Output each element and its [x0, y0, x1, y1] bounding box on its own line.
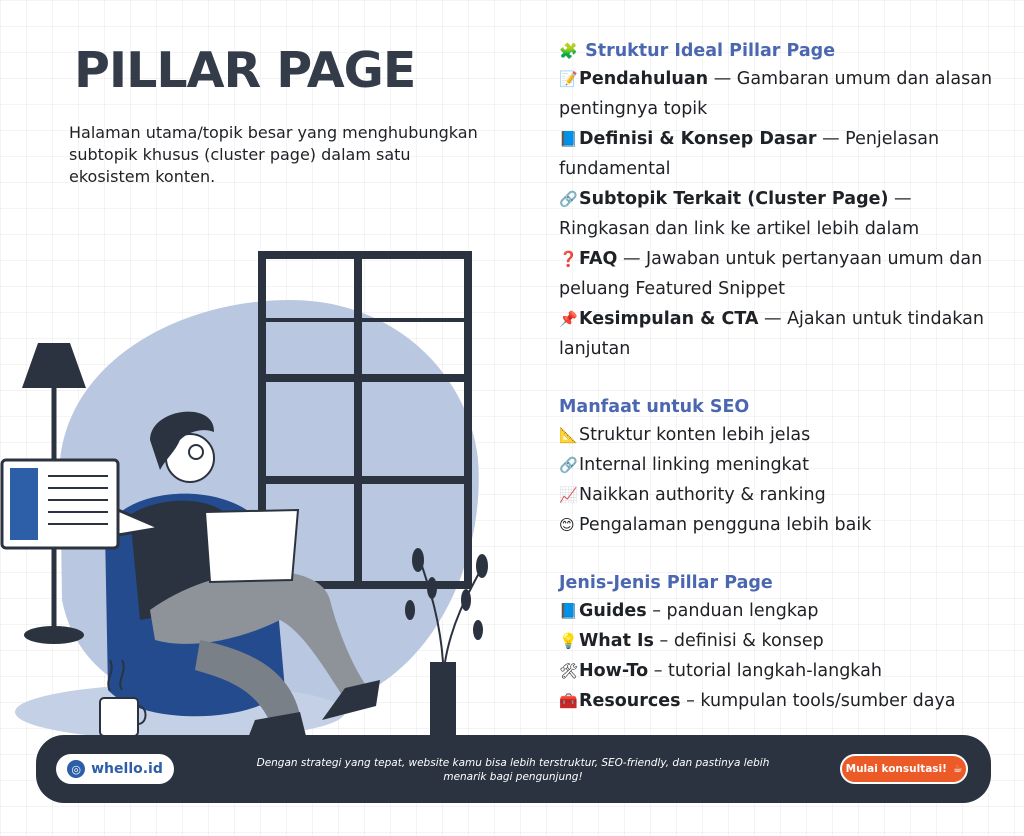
book-icon: 📘: [559, 130, 578, 148]
memo-icon: 📝: [559, 70, 578, 88]
link-icon: 🔗: [559, 456, 578, 474]
question-icon: ❓: [559, 250, 578, 268]
toolbox-icon: 🧰: [559, 692, 578, 710]
list-item: 📘Definisi & Konsep Dasar — Penjelasan fundamental: [559, 124, 999, 184]
types-list: [559, 596, 999, 716]
list-item: 🔗Internal linking meningkat: [559, 450, 999, 480]
list-item: ❓FAQ — Jawaban untuk pertanyaan umum dan peluang Featured Snippet: [559, 244, 999, 304]
list-item: 📌Kesimpulan & CTA — Ajakan untuk tindakan lanjutan: [559, 304, 999, 364]
structure-list: [559, 64, 999, 364]
ruler-icon: 📐: [559, 426, 578, 444]
list-item: 💡What Is – definisi & konsep: [559, 626, 999, 656]
workspace-illustration: [0, 230, 520, 750]
list-item: 📈Naikkan authority & ranking: [559, 480, 999, 510]
types-heading: Jenis-Jenis Pillar Page: [559, 573, 773, 593]
benefits-list: [559, 420, 999, 540]
list-item: 🧰Resources – kumpulan tools/sumber daya: [559, 686, 999, 716]
footer-message: Dengan strategi yang tepat, website kamu bisa lebih terstruktur, SEO-friendly, dan pastinya lebih menarik bagi pengunjung!: [256, 757, 770, 783]
footer-bar: [36, 735, 991, 803]
link-icon: 🔗: [559, 190, 578, 208]
list-item: 📘Guides – panduan lengkap: [559, 596, 999, 626]
consult-button[interactable]: [840, 754, 968, 784]
globe-icon: ◎: [67, 760, 85, 778]
list-item: 🔗Subtopik Terkait (Cluster Page) — Ringkasan dan link ke artikel lebih dalam: [559, 184, 999, 244]
page-title: PILLAR PAGE: [74, 42, 416, 99]
consult-button-label: Mulai konsultasi!: [845, 763, 947, 775]
book-icon: 📘: [559, 602, 578, 620]
benefits-heading: Manfaat untuk SEO: [559, 397, 750, 417]
intro-text: Halaman utama/topik besar yang menghubungkan subtopik khusus (cluster page) dalam satu ekosistem konten.: [69, 123, 478, 186]
tools-icon: 🛠: [559, 662, 579, 680]
logo-link[interactable]: [56, 754, 174, 784]
list-item: 📐Struktur konten lebih jelas: [559, 420, 999, 450]
list-item: 🛠How-To – tutorial langkah-langkah: [559, 656, 999, 686]
content-panel: [559, 38, 999, 716]
smile-icon: 😊: [559, 516, 575, 534]
logo-text: whello.id: [91, 761, 163, 777]
chart-icon: 📈: [559, 486, 578, 504]
coffee-icon: ☕: [952, 763, 963, 775]
list-item: 😊 Pengalaman pengguna lebih baik: [559, 510, 999, 540]
puzzle-icon: 🧩: [559, 42, 578, 60]
list-item: 📝Pendahuluan — Gambaran umum dan alasan pentingnya topik: [559, 64, 999, 124]
structure-heading: 🧩 Struktur Ideal Pillar Page: [559, 38, 999, 64]
lightbulb-icon: 💡: [559, 632, 578, 650]
pushpin-icon: 📌: [559, 310, 578, 328]
